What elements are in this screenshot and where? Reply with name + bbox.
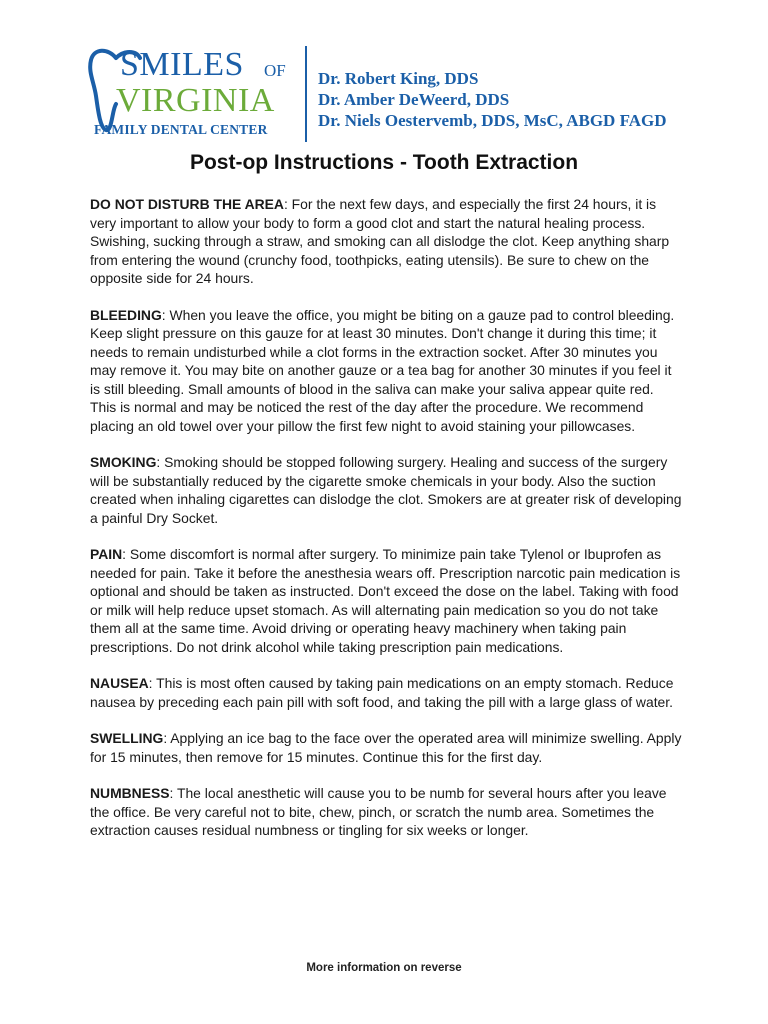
section-text: : The local anesthetic will cause you to be numb for several hours after you leave the office. Be very careful not to bite, chew, pinch, or scratch the numb area. Sometimes the extraction causes residual numbness or tingling for six weeks or longer.: [90, 785, 667, 838]
section-label: NUMBNESS: [90, 785, 170, 801]
section-text: : For the next few days, and especially the first 24 hours, it is very important to allow your body to form a good clot and start the natural healing process. Swishing, sucking through a straw, and smoking can all dislodge the clot. Keep anything sharp from entering the wound (crunchy food, toothpicks, eating utensils). Be sure to chew on the opposite side for 24 hours.: [90, 196, 670, 286]
logo-smiles-text: SMILES: [120, 46, 244, 83]
section-label: DO NOT DISTURB THE AREA: [90, 196, 284, 212]
logo-family-text: FAMILY DENTAL CENTER: [94, 122, 268, 137]
section-text: : Applying an ice bag to the face over the operated area will minimize swelling. Apply for 15 minutes, then remove for 15 minutes. Continue this for the first day.: [90, 730, 682, 765]
section-text: : This is most often caused by taking pain medications on an empty stomach. Reduce nausea by preceding each pain pill with soft food, and taking the pill with a large glass of water.: [90, 675, 674, 710]
doctor-name: Dr. Robert King, DDS: [318, 69, 479, 88]
section-label: BLEEDING: [90, 306, 162, 323]
section-swelling: [90, 729, 682, 766]
instructions-body: [90, 195, 682, 858]
footer-note: More information on reverse: [306, 962, 462, 974]
logo-of-text: OF: [264, 61, 286, 80]
section-bleeding: [90, 306, 682, 436]
section-smoking: [90, 453, 682, 527]
section-label: NAUSEA: [90, 675, 149, 691]
section-pain: [90, 545, 682, 656]
section-do-not-disturb: [90, 195, 682, 288]
doctor-name: Dr. Niels Oestervemb, DDS, MsC, ABGD FAGD: [318, 111, 667, 130]
section-text: : Some discomfort is normal after surgery. To minimize pain take Tylenol or Ibuprofen as needed for pain. Take it before the anesthesia wears off. Prescription narcotic pain medication is optional and should be taken as instructed. Don't exceed the dose on the label. Taking with food or milk will help reduce upset stomach. As will alternating pain medication so you do not take them all at the same time. Avoid driving or operating heavy machinery when taking pain prescriptions. Do not drink alcohol while taking prescription pain medications.: [90, 546, 681, 655]
section-text: : Smoking should be stopped following surgery. Healing and success of the surgery will be substantially reduced by the cigarette smoke chemicals in your body. Also the suction created when inhaling cigarettes can dislodge the clot. Smokers are at greater risk of developing a painful Dry Socket.: [90, 454, 682, 526]
header-divider: [305, 46, 307, 142]
section-nausea: [90, 674, 682, 711]
logo-virginia-text: VIRGINIA: [116, 82, 275, 119]
doctor-list: [318, 68, 666, 131]
doctor-name: Dr. Amber DeWeerd, DDS: [318, 90, 510, 109]
section-text: : When you leave the office, you might be biting on a gauze pad to control bleeding. Keep slight pressure on this gauze for at least 30 minutes. Don't change it during this time; it needs to remain undisturbed while a clot forms in the extraction socket. After 30 minutes you may remove it. You may bite on another gauze or a tea bag for another 30 minutes if you feel it is still bleeding. Small amounts of blood in the saliva can make your saliva appear quite red. This is normal and may be noticed the rest of the day after the procedure. We recommend placing an old towel over your pillow the first few night to avoid staining your pillowcases.: [90, 306, 675, 434]
section-label: PAIN: [90, 546, 123, 562]
section-label: SWELLING: [90, 730, 164, 746]
document-title: Post-op Instructions - Tooth Extraction: [189, 151, 579, 174]
section-numbness: [90, 784, 682, 840]
section-label: SMOKING: [90, 454, 157, 470]
practice-logo: [86, 40, 298, 140]
letterhead: [86, 40, 686, 148]
